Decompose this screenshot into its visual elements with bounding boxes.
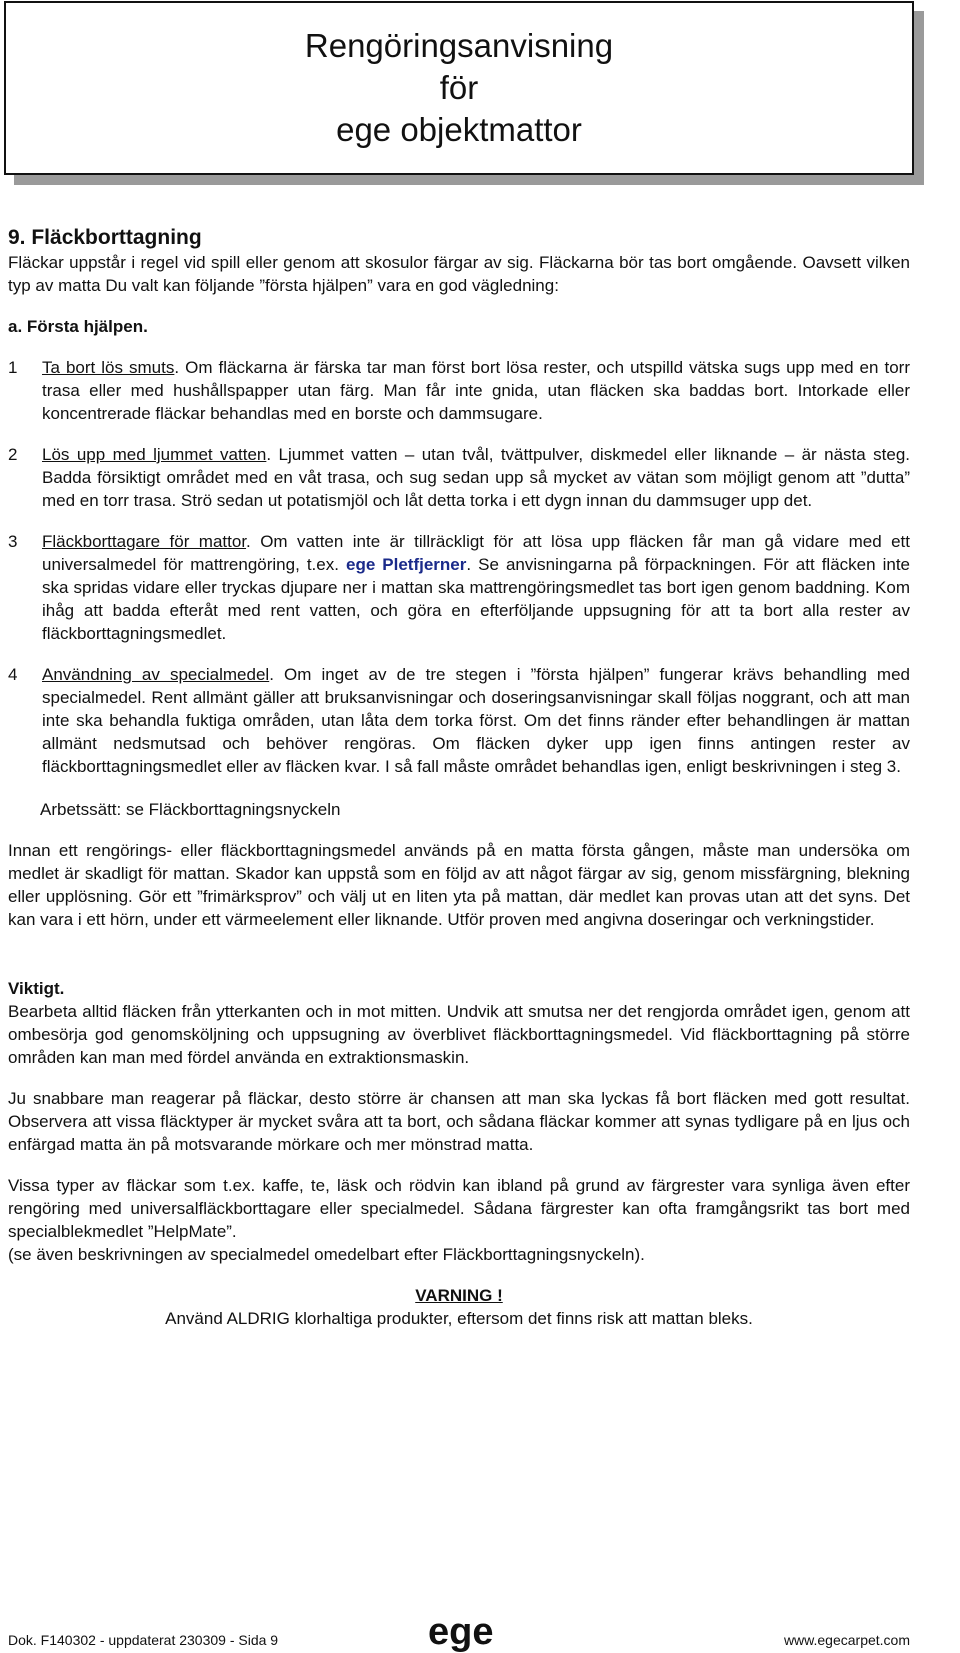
step-title: Fläckborttagare för mattor bbox=[42, 532, 247, 551]
important-paragraph-4: (se även beskrivningen av specialmedel omedelbart efter Fläckborttagningsnyckeln). bbox=[8, 1245, 645, 1264]
ege-logo: ege bbox=[428, 1611, 494, 1653]
step-text bbox=[42, 443, 910, 512]
step-title: Ta bort lös smuts bbox=[42, 358, 175, 377]
step-description: . Om inget av de tre stegen i ”första hjälpen” fungerar krävs behandling med specialmedel. Rent allmänt gäller att bruksanvisningar och doseringsanvisningar skall följas noggrant, och att man inte ska behandla fuktiga områden, utan låta dem torka först. Om det finns ränder efter behandlingen är mattan allmänt nedsmutsad och behöver rengöras. Om fläcken dyker upp igen finns antingen rester av fläckborttagningsmedlet eller av fläcken kvar. I så fall måste området behandlas igen, enligt beskrivningen i steg 3. bbox=[42, 665, 910, 776]
document-body bbox=[8, 225, 910, 1330]
footer-document-info: Dok. F140302 - uppdaterat 230309 - Sida 9 bbox=[8, 1632, 279, 1648]
footer-website: www.egecarpet.com bbox=[783, 1632, 910, 1648]
step-description: . Om fläckarna är färska tar man först bort lösa rester, och utspilld vätska sugs upp med en torr trasa eller med hushållspapper utan färg. Man får inte gnida, utan fläcken ska baddas bort. Intorkade eller koncentrerade fläckar behandlas med en borste och dammsugare. bbox=[42, 358, 910, 423]
warning-text: Använd ALDRIG klorhaltiga produkter, eftersom det finns risk att mattan bleks. bbox=[165, 1309, 753, 1328]
important-paragraph-2: Ju snabbare man reagerar på fläckar, desto större är chansen att man ska lyckas få bort fläcken med gott resultat. Observera att vissa fläcktyper är mycket svåra att ta bort, och sådana fläckar kommer att synas tydligare på en ljus och enfärgad matta än på motsvarande mörkare och mer mönstrad matta. bbox=[8, 1089, 910, 1154]
document-title-line-1: Rengöringsanvisning bbox=[304, 27, 614, 64]
document-title-line-3: ege objektmattor bbox=[336, 111, 582, 148]
title-box bbox=[4, 1, 914, 175]
step-4 bbox=[8, 663, 910, 778]
step-number: 1 bbox=[8, 358, 18, 377]
step-description-part-b: . Se anvisningarna på förpackningen. För att fläcken inte ska spridas vidare eller tryckas djupare ner i mattan ska mattrengöringsmedlet tas bort igen genom baddning. Kom ihåg att badda efteråt med rent vatten, och göra en efterföljande uppsugning för att ta bort alla rester av fläckborttagningsmedlet. bbox=[42, 555, 910, 643]
step-number: 2 bbox=[8, 445, 18, 464]
step-number: 4 bbox=[8, 665, 18, 684]
important-paragraph-1: Bearbeta alltid fläcken från ytterkanten och in mot mitten. Undvik att smutsa ner det rengjorda området igen, genom att ombesörja god genomsköljning och uppsugning av överblivet fläckborttagningsmedel. Vid fläckborttagning på större områden kan man med fördel använda en extraktionsmaskin. bbox=[8, 1002, 910, 1067]
step-description-part-a: . Om vatten inte är tillräckligt för att lösa upp fläcken får man gå vidare med ett universalmedel för mattrengöring, t.ex. bbox=[42, 532, 910, 574]
step-title: Lös upp med ljummet vatten bbox=[42, 445, 267, 464]
page-footer bbox=[8, 1611, 910, 1653]
method-note: Arbetssätt: se Fläckborttagningsnyckeln bbox=[40, 800, 341, 819]
test-paragraph: Innan ett rengörings- eller fläckborttagningsmedel används på en matta första gången, måste man undersöka om medlet är skadligt för mattan. Skador kan uppstå som en följd av att något färgar av sig, genom missfärgning, blekning eller upplösning. Gör ett ”frimärksprov” och välj ut en liten yta på mattan, där medlet kan provas utan att det syns. Det kan vara i ett hörn, under ett värmeelement eller liknande. Utför proven med angivna doseringar och verkningstider. bbox=[8, 841, 910, 929]
step-text bbox=[42, 663, 910, 778]
product-brand-name: ege Pletfjerner bbox=[345, 555, 467, 574]
document-title-line-2: för bbox=[439, 69, 479, 106]
step-text bbox=[42, 356, 910, 425]
step-1 bbox=[8, 356, 910, 425]
step-3 bbox=[8, 530, 910, 645]
section-intro: Fläckar uppstår i regel vid spill eller genom att skosulor färgar av sig. Fläckarna bör tas bort omgående. Oavsett vilken typ av matta Du valt kan följande ”första hjälpen” vara en god vägledning: bbox=[8, 253, 910, 295]
important-paragraph-3: Vissa typer av fläckar som t.ex. kaffe, te, läsk och rödvin kan ibland på grund av färgrester vara synliga även efter rengöring med universalfläckborttagare eller specialmedel. Sådana färgrester kan ofta framgångsrikt tas bort med specialblekmedlet ”HelpMate”. bbox=[8, 1176, 910, 1241]
title-box-container bbox=[4, 1, 914, 175]
step-2 bbox=[8, 443, 910, 512]
step-description: . Ljummet vatten – utan tvål, tvättpulver, diskmedel eller liknande – är nästa steg. Badda försiktigt området med en våt trasa, och sug sedan upp så mycket av vätan som möjligt genom att ”dutta” med en torr trasa. Strö sedan ut potatismjöl och låt detta torka i ett dygn innan du dammsuger upp det. bbox=[42, 445, 910, 510]
warning-heading: VARNING ! bbox=[415, 1286, 503, 1305]
first-aid-subheading: a. Första hjälpen. bbox=[8, 317, 148, 336]
step-title: Användning av specialmedel bbox=[42, 665, 270, 684]
step-number: 3 bbox=[8, 532, 18, 551]
section-heading: 9. Fläckborttagning bbox=[8, 226, 202, 249]
important-heading: Viktigt. bbox=[8, 979, 65, 998]
step-text bbox=[42, 530, 910, 645]
